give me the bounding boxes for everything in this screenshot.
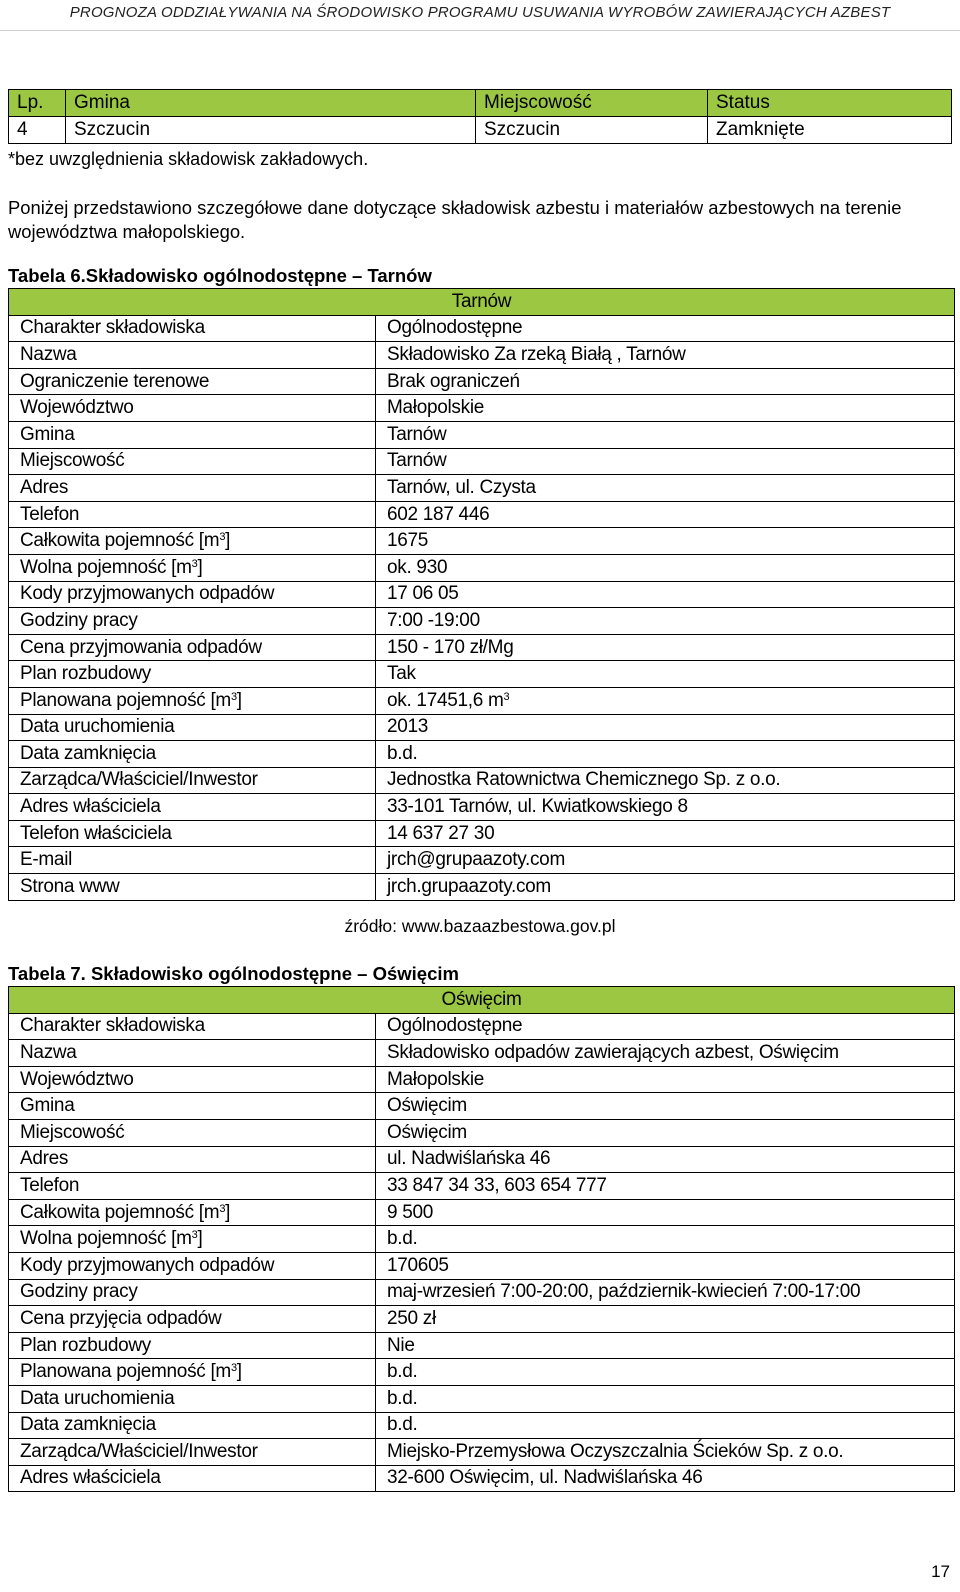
row-label: Plan rozbudowy	[9, 1332, 376, 1359]
row-value: Tarnów	[376, 421, 955, 448]
cell-gmina: Szczucin	[66, 117, 476, 144]
table-row	[9, 475, 955, 502]
row-label: Miejscowość	[9, 448, 376, 475]
table-row	[9, 874, 955, 901]
table-row	[9, 634, 955, 661]
row-value: ok. 930	[376, 554, 955, 581]
row-label: Telefon właściciela	[9, 820, 376, 847]
table-row	[9, 1385, 955, 1412]
table-row	[9, 714, 955, 741]
row-label: Całkowita pojemność $[m^3]$	[9, 528, 376, 555]
header-lp: Lp.	[9, 90, 66, 117]
row-label: Ograniczenie terenowe	[9, 368, 376, 395]
row-label: Wolna pojemność $[m^3]$	[9, 554, 376, 581]
row-label: Plan rozbudowy	[9, 661, 376, 688]
row-label: Województwo	[9, 395, 376, 422]
table-row	[9, 1306, 955, 1333]
table-row	[9, 1146, 955, 1173]
row-label: Godziny pracy	[9, 608, 376, 635]
row-value: jrch@grupaazoty.com	[376, 847, 955, 874]
row-label: Cena przyjęcia odpadów	[9, 1306, 376, 1333]
table6-title-row	[9, 289, 955, 316]
row-value: 17 06 05	[376, 581, 955, 608]
row-label: Charakter składowiska	[9, 1013, 376, 1040]
row-value: Ogólnodostępne	[376, 1013, 955, 1040]
table7-title-row	[9, 987, 955, 1014]
row-label: Adres	[9, 475, 376, 502]
row-label: Miejscowość	[9, 1119, 376, 1146]
row-label: Data uruchomienia	[9, 714, 376, 741]
row-label: Data zamknięcia	[9, 1412, 376, 1439]
table-row	[9, 421, 955, 448]
row-value: Tarnów	[376, 448, 955, 475]
row-value: Tarnów, ul. Czysta	[376, 475, 955, 502]
row-value: 32-600 Oświęcim, ul. Nadwiślańska 46	[376, 1465, 955, 1492]
table-row	[9, 1252, 955, 1279]
table7-title: Oświęcim	[9, 987, 955, 1014]
row-value: Małopolskie	[376, 1066, 955, 1093]
table-row	[9, 1199, 955, 1226]
table-row	[9, 1040, 955, 1067]
table-row	[9, 581, 955, 608]
row-value: Nie	[376, 1332, 955, 1359]
row-value: Jednostka Ratownictwa Chemicznego Sp. z o.o.	[376, 767, 955, 794]
row-value: Tak	[376, 661, 955, 688]
table-row	[9, 1439, 955, 1466]
row-label: Strona www	[9, 874, 376, 901]
row-label: Kody przyjmowanych odpadów	[9, 1252, 376, 1279]
row-label: Adres właściciela	[9, 794, 376, 821]
row-value: 170605	[376, 1252, 955, 1279]
row-label: Kody przyjmowanych odpadów	[9, 581, 376, 608]
table6-source: źródło: www.bazaazbestowa.gov.pl	[344, 916, 616, 936]
row-label: Adres	[9, 1146, 376, 1173]
row-value: maj-wrzesień 7:00-20:00, październik-kwiecień 7:00-17:00	[376, 1279, 955, 1306]
table-row	[9, 1119, 955, 1146]
row-value: Oświęcim	[376, 1119, 955, 1146]
table-row	[9, 1332, 955, 1359]
row-label: Data zamknięcia	[9, 741, 376, 768]
row-value: 9 500	[376, 1199, 955, 1226]
table-row	[9, 1412, 955, 1439]
header-miejscowosc: Miejscowość	[476, 90, 708, 117]
row-label: Godziny pracy	[9, 1279, 376, 1306]
row-label: Gmina	[9, 1093, 376, 1120]
row-value: b.d.	[376, 1359, 955, 1386]
table-row	[9, 1359, 955, 1386]
row-value: 33 847 34 33, 603 654 777	[376, 1173, 955, 1200]
row-label: Zarządca/Właściciel/Inwestor	[9, 1439, 376, 1466]
cell-status: Zamknięte	[708, 117, 952, 144]
row-label: Telefon	[9, 1173, 376, 1200]
table-row	[9, 608, 955, 635]
table-row	[9, 794, 955, 821]
table-row	[9, 395, 955, 422]
table-row	[9, 368, 955, 395]
header-divider	[0, 30, 960, 31]
table-row	[9, 1173, 955, 1200]
row-label: Cena przyjmowania odpadów	[9, 634, 376, 661]
row-label: Nazwa	[9, 1040, 376, 1067]
table7-caption: Tabela 7. Składowisko ogólnodostępne – Oświęcim	[8, 963, 459, 984]
table6-title: Tarnów	[9, 289, 955, 316]
table7	[8, 986, 955, 1492]
row-label: Data uruchomienia	[9, 1385, 376, 1412]
row-value: Składowisko odpadów zawierających azbest, Oświęcim	[376, 1040, 955, 1067]
table-row	[9, 448, 955, 475]
row-value: jrch.grupaazoty.com	[376, 874, 955, 901]
row-value: ok. 17451,6 $m^3$	[376, 687, 955, 714]
table-row	[9, 820, 955, 847]
row-value: 250 zł	[376, 1306, 955, 1333]
table-row	[9, 741, 955, 768]
table6	[8, 288, 955, 901]
table-row	[9, 554, 955, 581]
row-value: b.d.	[376, 1226, 955, 1253]
row-label: Charakter składowiska	[9, 315, 376, 342]
table-row	[9, 1279, 955, 1306]
intro-paragraph: Poniżej przedstawiono szczegółowe dane dotyczące składowisk azbestu i materiałów azbestowych na terenie województwa małopolskiego.	[8, 197, 902, 242]
row-value: ul. Nadwiślańska 46	[376, 1146, 955, 1173]
footnote: *bez uwzględnienia składowisk zakładowych.	[8, 149, 369, 169]
table-row	[9, 501, 955, 528]
table-row	[9, 1226, 955, 1253]
cell-lp: 4	[9, 117, 66, 144]
status-table-row	[9, 117, 952, 144]
row-value: 2013	[376, 714, 955, 741]
table-row	[9, 767, 955, 794]
row-value: Oświęcim	[376, 1093, 955, 1120]
row-value: Ogólnodostępne	[376, 315, 955, 342]
table6-caption: Tabela 6.Składowisko ogólnodostępne – Tarnów	[8, 265, 432, 286]
row-label: Całkowita pojemność $[m^3]$	[9, 1199, 376, 1226]
row-value: b.d.	[376, 1412, 955, 1439]
row-value: Brak ograniczeń	[376, 368, 955, 395]
status-table-header-row	[9, 90, 952, 117]
row-label: Nazwa	[9, 342, 376, 369]
row-value: 33-101 Tarnów, ul. Kwiatkowskiego 8	[376, 794, 955, 821]
table-row	[9, 1465, 955, 1492]
cell-miejscowosc: Szczucin	[476, 117, 708, 144]
table-row	[9, 528, 955, 555]
row-value: 7:00 -19:00	[376, 608, 955, 635]
row-value: b.d.	[376, 741, 955, 768]
header-gmina: Gmina	[66, 90, 476, 117]
table-row	[9, 342, 955, 369]
table-row	[9, 687, 955, 714]
table-row	[9, 847, 955, 874]
table-row	[9, 661, 955, 688]
table-row	[9, 1013, 955, 1040]
row-label: Gmina	[9, 421, 376, 448]
row-value: Małopolskie	[376, 395, 955, 422]
status-table	[8, 89, 952, 144]
page-number: 17	[931, 1562, 950, 1581]
table-row	[9, 1066, 955, 1093]
table-row	[9, 315, 955, 342]
row-value: 14 637 27 30	[376, 820, 955, 847]
row-label: E-mail	[9, 847, 376, 874]
row-value: Miejsko-Przemysłowa Oczyszczalnia Ścieków Sp. z o.o.	[376, 1439, 955, 1466]
row-label: Planowana pojemność $[m^3]$	[9, 1359, 376, 1386]
header-status: Status	[708, 90, 952, 117]
row-label: Telefon	[9, 501, 376, 528]
row-label: Wolna pojemność $[m^3]$	[9, 1226, 376, 1253]
row-label: Planowana pojemność $[m^3]$	[9, 687, 376, 714]
running-header: PROGNOZA ODDZIAŁYWANIA NA ŚRODOWISKO PROGRAMU USUWANIA WYROBÓW ZAWIERAJĄCYCH AZBEST	[69, 4, 891, 21]
row-value: 150 - 170 zł/Mg	[376, 634, 955, 661]
row-value: Składowisko Za rzeką Białą , Tarnów	[376, 342, 955, 369]
row-value: b.d.	[376, 1385, 955, 1412]
row-value: 1675	[376, 528, 955, 555]
row-label: Województwo	[9, 1066, 376, 1093]
row-label: Adres właściciela	[9, 1465, 376, 1492]
row-label: Zarządca/Właściciel/Inwestor	[9, 767, 376, 794]
table-row	[9, 1093, 955, 1120]
row-value: 602 187 446	[376, 501, 955, 528]
